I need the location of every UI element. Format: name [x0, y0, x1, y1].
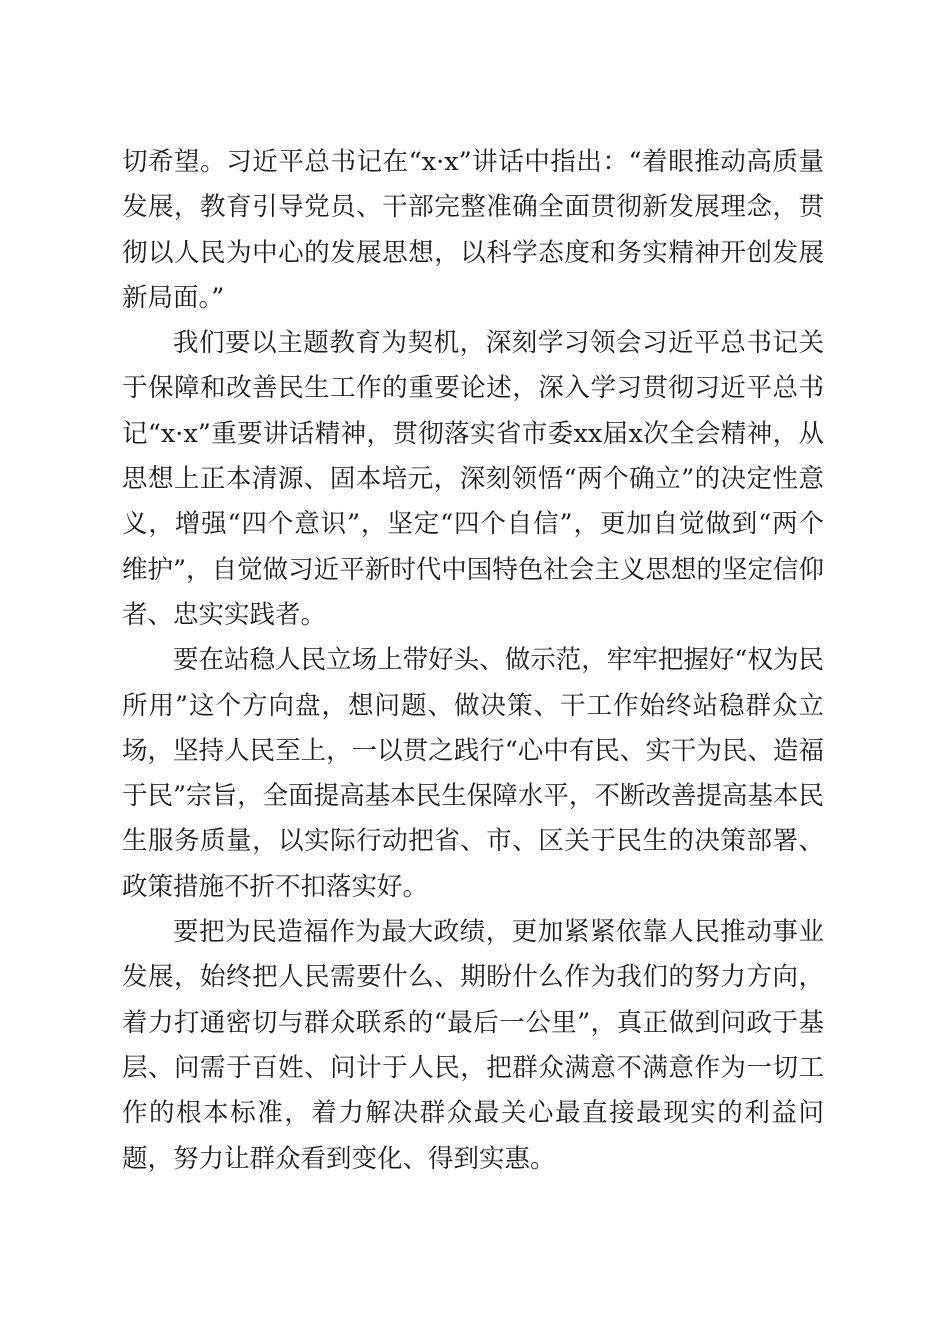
document-body — [122, 140, 824, 1182]
paragraph-3: 要在站稳人民立场上带好头、做示范，牢牢把握好“权为民所用”这个方向盘，想问题、做决策、干工作始终站稳群众立场，坚持人民至上，一以贯之践行“心中有民、实干为民、造福于民”宗旨，全面提高基本民生保障水平，不断改善提高基本民生服务质量，以实际行动把省、市、区关于民生的决策部署、政策措施不折不扣落实好。 — [122, 645, 824, 902]
paragraph-1: 切希望。习近平总书记在“x·x”讲话中指出：“着眼推动高质量发展，教育引导党员、干部完整准确全面贯彻新发展理念，贯彻以人民为中心的发展思想，以科学态度和务实精神开创发展新局面。” — [122, 147, 824, 313]
paragraph-4: 要把为民造福作为最大政绩，更加紧紧依靠人民推动事业发展，始终把人民需要什么、期盼什么作为我们的努力方向，着力打通密切与群众联系的“最后一公里”，真正做到问政于基层、问需于百姓、问计于人民，把群众满意不满意作为一切工作的根本标准，着力解决群众最关心最直接最现实的利益问题，努力让群众看到变化、得到实惠。 — [122, 917, 824, 1174]
paragraph-2: 我们要以主题教育为契机，深刻学习领会习近平总书记关于保障和改善民生工作的重要论述，深入学习贯彻习近平总书记“x·x”重要讲话精神，贯彻落实省市委xx届x次全会精神，从思想上正本清源、固本培元，深刻领悟“两个确立”的决定性意义，增强“四个意识”，坚定“四个自信”，更加自觉做到“两个维护”，自觉做习近平新时代中国特色社会主义思想的坚定信仰者、忠实实践者。 — [122, 328, 824, 630]
